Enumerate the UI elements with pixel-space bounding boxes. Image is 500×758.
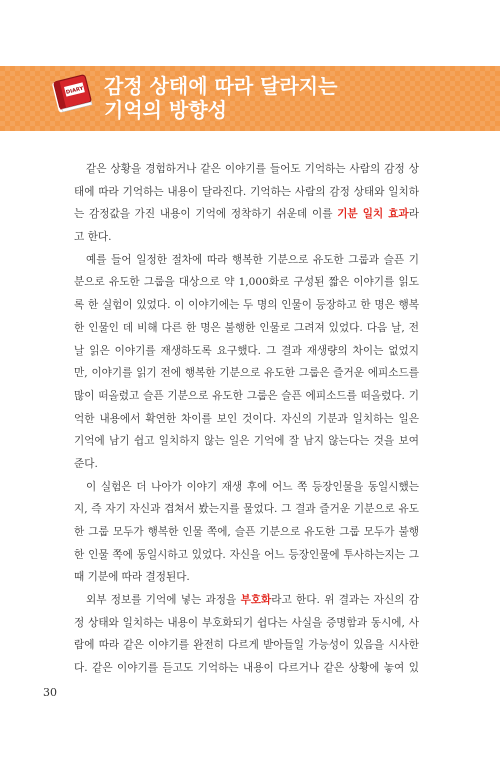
- text-line: [74, 226, 419, 249]
- text-line: [74, 430, 419, 453]
- line-text: 한 인물 쪽에 동일시하고 있었다. 자신을 어느 등장인물에 투사하는지는 그: [74, 548, 419, 561]
- paragraph: [74, 249, 419, 476]
- line-text: 고 한다.: [74, 231, 112, 244]
- line-text: 지, 즉 자기 자신과 겹쳐서 봤는지를 물었다. 그 결과 즐거운 기분으로 유도: [74, 503, 419, 516]
- highlighted-term: 기분 일치 효과: [337, 208, 409, 221]
- line-text: 라: [408, 208, 419, 221]
- line-text: 많이 떠올렸고 슬픈 기분으로 유도한 그룹은 슬픈 에피소드를 떠올렸다. 기: [74, 389, 419, 402]
- text-line: [74, 203, 419, 226]
- text-line: [74, 476, 419, 499]
- paragraph: [74, 476, 419, 589]
- text-line: [74, 181, 419, 204]
- line-text: 억한 내용에서 확연한 차이를 보인 것이다. 자신의 기분과 일치하는 일은: [74, 412, 419, 425]
- line-text: 태에 따라 기억하는 내용이 달라진다. 기억하는 사람의 감정 상태와 일치하: [74, 185, 419, 198]
- line-text: 록 한 실험이 있었다. 이 이야기에는 두 명의 인물이 등장하고 한 명은 행복: [74, 299, 419, 312]
- chapter-banner: [0, 66, 500, 131]
- diary-label: DIARY: [65, 85, 85, 96]
- text-line: [74, 634, 419, 657]
- line-text: 람에 따라 같은 이야기를 완전히 다르게 받아들일 가능성이 있음을 시사한: [74, 639, 419, 652]
- text-line: [74, 158, 419, 181]
- text-line: [74, 408, 419, 431]
- paragraph: [74, 158, 419, 249]
- text-line: [74, 340, 419, 363]
- text-line: [74, 249, 419, 272]
- line-text: 한 그룹 모두가 행복한 인물 쪽에, 슬픈 기분으로 유도한 그룹 모두가 불행: [74, 526, 419, 538]
- line-text: 같은 상황을 경험하거나 같은 이야기를 들어도 기억하는 사람의 감정 상: [86, 163, 419, 175]
- title-line-1: 감정 상태에 따라 달라지는: [104, 74, 338, 98]
- text-line: [74, 317, 419, 340]
- paragraph: [74, 589, 419, 680]
- text-line: [74, 498, 419, 521]
- text-line: [74, 521, 419, 544]
- body-text: [74, 158, 419, 680]
- text-line: [74, 657, 419, 680]
- line-text: 만, 이야기를 읽기 전에 행복한 기분으로 유도한 그룹은 즐거운 에피소드를: [74, 367, 419, 380]
- line-text: 정 상태와 일치하는 내용이 부호화되기 쉽다는 사실을 증명함과 동시에, 사: [74, 616, 419, 629]
- line-text: 준다.: [74, 457, 98, 470]
- page-number: 30: [43, 686, 57, 699]
- text-line: [74, 453, 419, 476]
- line-text: 때 기분에 따라 결정된다.: [74, 571, 190, 584]
- line-text: 는 감정값을 가진 내용이 기억에 정착하기 쉬운데 이를: [74, 208, 338, 221]
- line-text: 이 실험은 더 나아가 이야기 재생 후에 어느 쪽 등장인물을 동일시했는: [86, 480, 419, 493]
- line-text: 외부 정보를 기억에 넣는 과정을: [86, 594, 241, 607]
- text-line: [74, 612, 419, 635]
- text-line: [74, 566, 419, 589]
- title-line-2: 기억의 방향성: [104, 98, 227, 122]
- line-text: 라고 한다. 위 결과는 자신의 감: [271, 594, 419, 607]
- line-text: 기억에 남기 쉽고 일치하지 않는 일은 기억에 잘 남지 않는다는 것을 보여: [74, 435, 419, 448]
- text-line: [74, 294, 419, 317]
- line-text: 한 인물인 데 비해 다른 한 명은 불행한 인물로 그려져 있었다. 다음 날, 전: [74, 321, 419, 334]
- line-text: 날 읽은 이야기를 재생하도록 요구했다. 그 결과 재생량의 차이는 없었지: [74, 344, 419, 357]
- highlighted-term: 부호화: [240, 594, 272, 607]
- text-line: [74, 271, 419, 294]
- text-line: [74, 544, 419, 567]
- line-text: 예를 들어 일정한 절차에 따라 행복한 기분으로 유도한 그룹과 슬픈 기: [86, 253, 419, 266]
- text-line: [74, 589, 419, 612]
- chapter-title: [104, 74, 337, 122]
- text-line: [74, 385, 419, 408]
- line-text: 분으로 유도한 그룹을 대상으로 약 1,000화로 구성된 짧은 이야기를 읽도: [74, 276, 419, 289]
- line-text: 다. 같은 이야기를 듣고도 기억하는 내용이 다르거나 같은 상황에 놓여 있: [74, 662, 419, 675]
- diary-book-icon: [48, 70, 98, 118]
- text-line: [74, 362, 419, 385]
